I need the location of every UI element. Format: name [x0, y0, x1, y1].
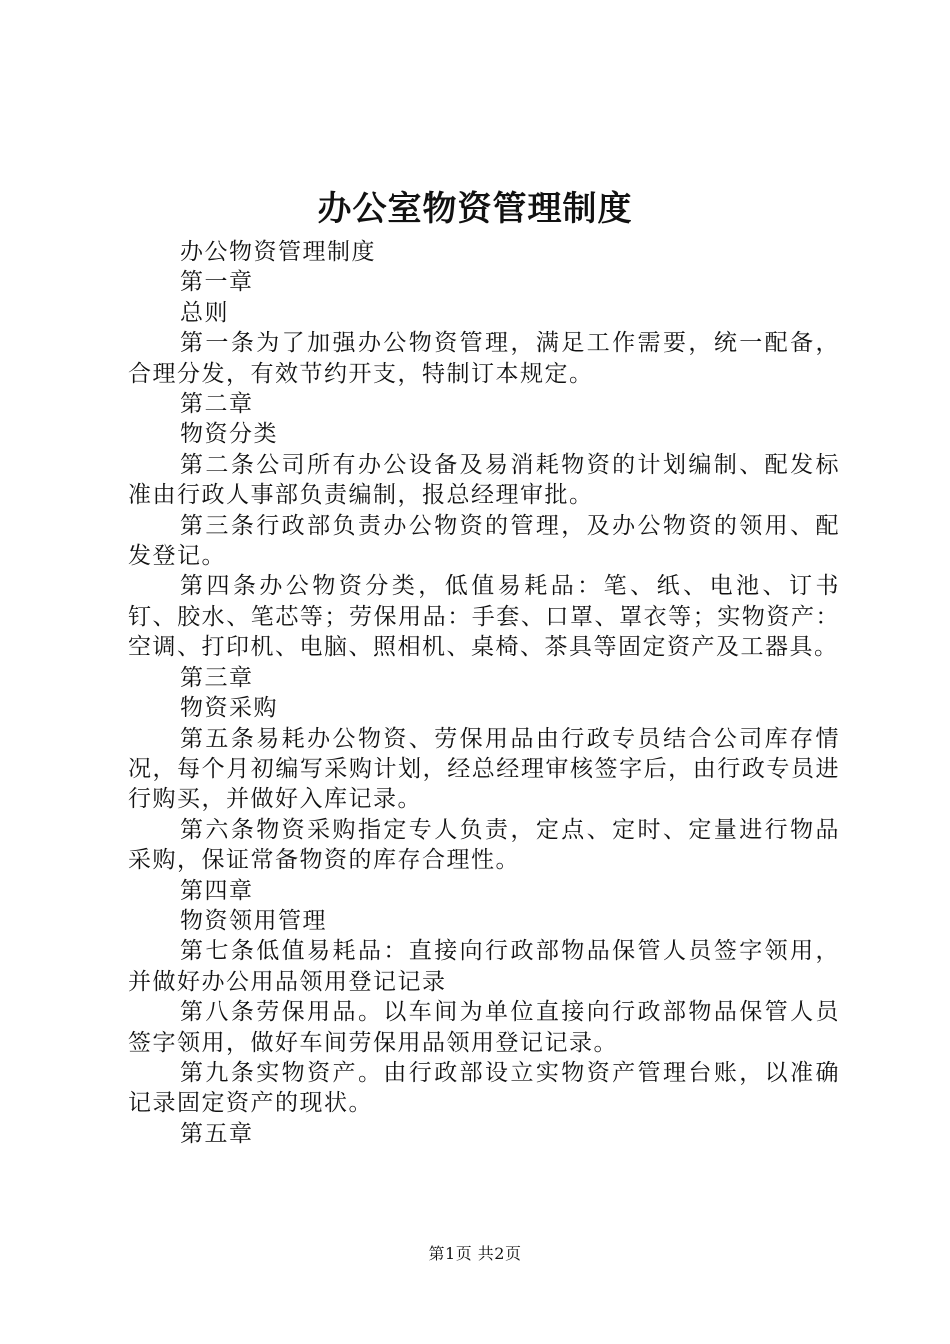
article-3: 第三条行政部负责办公物资的管理，及办公物资的领用、配发登记。	[128, 512, 840, 570]
paragraph-doc-name: 办公物资管理制度	[180, 239, 376, 265]
article-1: 第一条为了加强办公物资管理，满足工作需要，统一配备，合理分发，有效节约开支，特制订本规定。	[128, 330, 840, 387]
article-9: 第九条实物资产。由行政部设立实物资产管理台账，以准确记录固定资产的现状。	[128, 1059, 840, 1117]
article-5: 第五条易耗办公物资、劳保用品由行政专员结合公司库存情况，每个月初编写采购计划，经总经理审核签字后，由行政专员进行购买，并做好入库记录。	[128, 725, 840, 813]
document-title: 办公室物资管理制度	[317, 189, 633, 229]
chapter-3-heading: 第三章	[180, 664, 254, 691]
article-7: 第七条低值易耗品：直接向行政部物品保管人员签字领用，并做好办公用品领用登记记录	[128, 938, 840, 995]
chapter-2-heading: 第二章	[180, 391, 254, 418]
article-8: 第八条劳保用品。以车间为单位直接向行政部物品保管人员签字领用，做好车间劳保用品领用登记记录。	[128, 999, 840, 1056]
chapter-3-title: 物资采购	[180, 695, 278, 722]
article-6: 第六条物资采购指定专人负责，定点、定时、定量进行物品采购，保证常备物资的库存合理性。	[128, 816, 840, 874]
article-4: 第四条办公物资分类，低值易耗品：笔、纸、电池、订书钉、胶水、笔芯等；劳保用品：手套、口罩、罩衣等；实物资产：空调、打印机、电脑、照相机、桌椅、茶具等固定资产及工器具。	[128, 573, 840, 661]
article-2: 第二条公司所有办公设备及易消耗物资的计划编制、配发标准由行政人事部负责编制，报总经理审批。	[128, 451, 840, 509]
chapter-4-heading: 第四章	[180, 877, 254, 904]
page-number-footer: 第1页 共2页	[428, 1244, 522, 1263]
chapter-4-title: 物资领用管理	[180, 907, 327, 934]
document-body	[128, 237, 840, 1149]
chapter-1-heading: 第一章	[180, 269, 254, 296]
chapter-2-title: 物资分类	[180, 421, 278, 448]
chapter-5-heading: 第五章	[180, 1120, 254, 1147]
chapter-1-title: 总则	[180, 299, 229, 326]
